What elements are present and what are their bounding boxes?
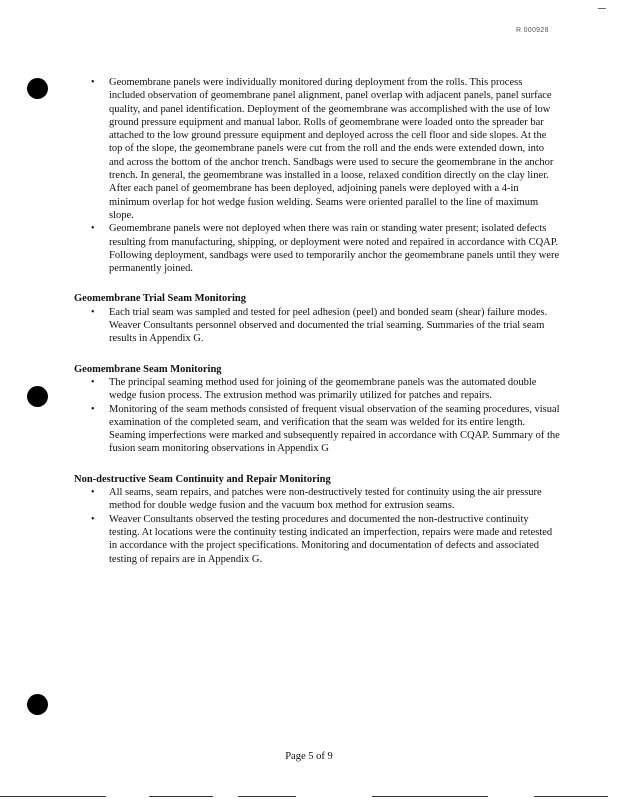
section-seam-monitoring [74,363,560,456]
bullet-list [74,306,560,346]
footer-rule [372,796,488,797]
punch-hole [27,694,48,715]
bullet-item: • Geomembrane panels were individually monitored during deployment from the rolls. This process included observation of geomembrane panel alignment, panel overlap with adjacent panels, panel surface quality, and panel identification. Deployment of the geomembrane was accomplished with the use of low ground pressure equipment and manual labor. Rolls of geomembrane were loaded onto the spreader bar attached to the low ground pressure equipment and deployed across the cell floor and side slopes. At the top of the slope, the geomembrane panels were cut from the roll and the ends were extended down, into and across the bottom of the anchor trench. Sandbags were used to secure the geomembrane in the anchor trench. In general, the geomembrane was installed in a loose, relaxed condition directly on the clay liner. After each panel of geomembrane has been deployed, adjoining panels were deployed with a 4-in minimum overlap for hot wedge fusion welding. Seams were oriented parallel to the line of maximum slope. [74,76,560,222]
scan-mark [598,8,606,9]
bullet-item: • The principal seaming method used for joining of the geomembrane panels was the automated double wedge fusion process. The extrusion method was primarily utilized for patches and repairs. [74,376,560,403]
bullet-item: • All seams, seam repairs, and patches were non-destructively tested for continuity using the air pressure method for double wedge fusion and the vacuum box method for extrusion seams. [74,486,560,513]
bates-number: R 000928 [516,27,549,34]
section-heading: Geomembrane Trial Seam Monitoring [74,293,246,305]
footer-rule [149,796,213,797]
footer-rule [0,796,106,797]
bullet-item: • Geomembrane panels were not deployed when there was rain or standing water present; isolated defects resulting from manufacturing, shipping, or deployment were noted and repaired in accordance with CQAP. Following deployment, sandbags were used to temporarily anchor the geomembrane panels until they were permanently joined. [74,222,560,275]
section-heading: Non-destructive Seam Continuity and Repair Monitoring [74,473,331,485]
intro-bullet-list [74,76,560,275]
bullet-item: • Monitoring of the seam methods consisted of frequent visual observation of the seaming procedures, visual examination of the completed seam, and verification that the seam was welded for its entire length. Seaming imperfections were marked and subsequently repaired in accordance with CQAP. Summary of the fusion seam monitoring observations in Appendix G [74,403,560,456]
bullet-list [74,486,560,566]
footer-rule [534,796,608,797]
bullet-item: • Weaver Consultants observed the testing procedures and documented the non-destructive continuity testing. At locations were the continuity testing indicated an imperfection, repairs were made and retested in accordance with the project specifications. Monitoring and documentation of defects and associated testing of repairs are in Appendix G. [74,513,560,566]
footer-rule [238,796,296,797]
punch-hole [27,78,48,99]
section-nondestructive [74,473,560,566]
section-trial-seam [74,292,560,345]
punch-hole [27,386,48,407]
section-heading: Geomembrane Seam Monitoring [74,363,222,375]
page-number: Page 5 of 9 [285,751,333,762]
bullet-item: • Each trial seam was sampled and tested for peel adhesion (peel) and bonded seam (shear) failure modes. Weaver Consultants personnel observed and documented the trial seaming. Summaries of the trial seam results in Appendix G. [74,306,560,346]
document-body [74,76,560,566]
bullet-list [74,376,560,456]
